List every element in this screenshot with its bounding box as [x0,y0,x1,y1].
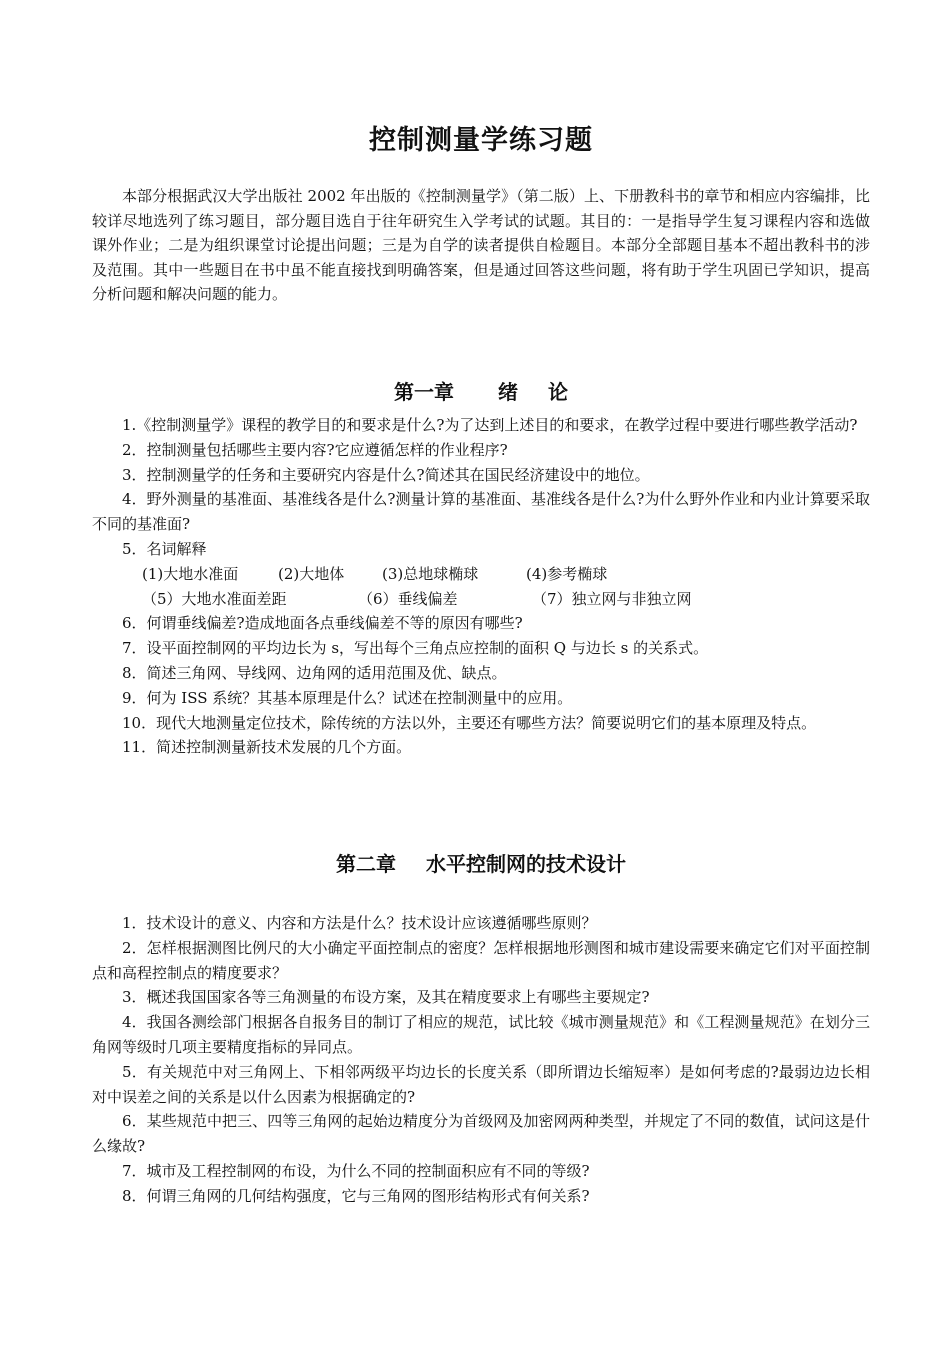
question-1-5: 5．名词解释 [122,539,207,558]
question-2-7: 7．城市及工程控制网的布设，为什么不同的控制面积应有不同的等级? [122,1161,590,1180]
question-2-2: 2．怎样根据测图比例尺的大小确定平面控制点的密度？怎样根据地形测图和城市建设需要来确定它们对平面控制点和高程控制点的精度要求？ [92,938,870,982]
chapter-1-name-a: 绪 [498,380,518,404]
question-2-3: 3．概述我国国家各等三角测量的布设方案，及其在精度要求上有哪些主要规定? [122,988,650,1007]
question-1-2: 2．控制测量包括哪些主要内容?它应遵循怎样的作业程序? [122,440,508,459]
chapter-1-number: 第一章 [394,380,454,404]
question-1-7: 7．设平面控制网的平均边长为 s，写出每个三角点应控制的面积 Q 与边长 s 的关系式。 [122,639,709,658]
question-2-4: 4．我国各测绘部门根据各自报务目的制订了相应的规范，试比较《城市测量规范》和《工程测量规范》在划分三角网等级时几项主要精度指标的异同点。 [92,1013,870,1056]
term-3: (3)总地球椭球 [382,564,479,583]
question-1-10: 10．现代大地测量定位技术，除传统的方法以外，主要还有哪些方法？简要说明它们的基本原理及特点。 [122,713,817,732]
chapter-2-number: 第二章 [336,852,396,876]
intro-paragraph: 本部分根据武汉大学出版社 2002 年出版的《控制测量学》（第二版）上、下册教科书的章节和相应内容编排，比较详尽地选列了练习题目，部分题目选自于往年研究生入学考试的试题。其目的：一是指导学生复习课程内容和选做课外作业；二是为组织课堂讨论提出问题；三是为自学的读者提供自检题目。本部分全部题目基本不超出教科书的涉及范围。其中一些题目在书中虽不能直接找到明确答案，但是通过回答这些问题，将有助于学生巩固已学知识，提高分析问题和解决问题的能力。 [92,187,870,303]
term-5: （5）大地水准面差距 [142,589,287,608]
question-2-5: 5．有关规范中对三角网上、下相邻两级平均边长的长度关系（即所谓边长缩短率）是如何考虑的?最弱边边长相对中误差之间的关系是以什么因素为根据确定的? [92,1062,870,1106]
question-1-3: 3．控制测量学的任务和主要研究内容是什么?简述其在国民经济建设中的地位。 [122,465,650,484]
chapter-2-heading [92,848,870,877]
question-1-8: 8．简述三角网、导线网、边角网的适用范围及优、缺点。 [122,663,507,682]
term-4: (4)参考椭球 [526,564,608,583]
page-title: 控制测量学练习题 [369,125,593,156]
question-2-6: 6．某些规范中把三、四等三角网的起始边精度分为首级网及加密网两种类型，并规定了不同的数值，试问这是什么缘故? [92,1112,870,1156]
question-1-4: 4．野外测量的基准面、基准线各是什么?测量计算的基准面、基准线各是什么?为什么野外作业和内业计算要采取不同的基准面? [92,490,870,534]
term-7: （7）独立网与非独立网 [532,589,692,608]
chapter-1-heading [92,376,870,405]
chapter-1-name-b: 论 [548,380,568,404]
question-2-1: 1．技术设计的意义、内容和方法是什么？技术设计应该遵循哪些原则？ [122,914,597,932]
question-2-8: 8．何谓三角网的几何结构强度，它与三角网的图形结构形式有何关系? [122,1186,590,1205]
question-1-11: 11．简述控制测量新技术发展的几个方面。 [122,738,412,757]
term-1: (1)大地水准面 [142,564,239,583]
term-6: （6）垂线偏差 [358,589,458,608]
term-row-1 [92,562,870,587]
chapter-2-name: 水平控制网的技术设计 [426,852,626,876]
chapter-1-questions [92,413,870,760]
term-row-2 [92,587,870,612]
question-1-6: 6．何谓垂线偏差?造成地面各点垂线偏差不等的原因有哪些? [122,614,523,633]
term-2: (2)大地体 [278,564,345,583]
chapter-2-questions [92,911,870,1209]
question-1-9: 9．何为 ISS 系统？其基本原理是什么？试述在控制测量中的应用。 [122,688,573,707]
question-1-1: 1.《控制测量学》课程的教学目的和要求是什么?为了达到上述目的和要求，在教学过程中要进行哪些教学活动? [122,416,858,434]
